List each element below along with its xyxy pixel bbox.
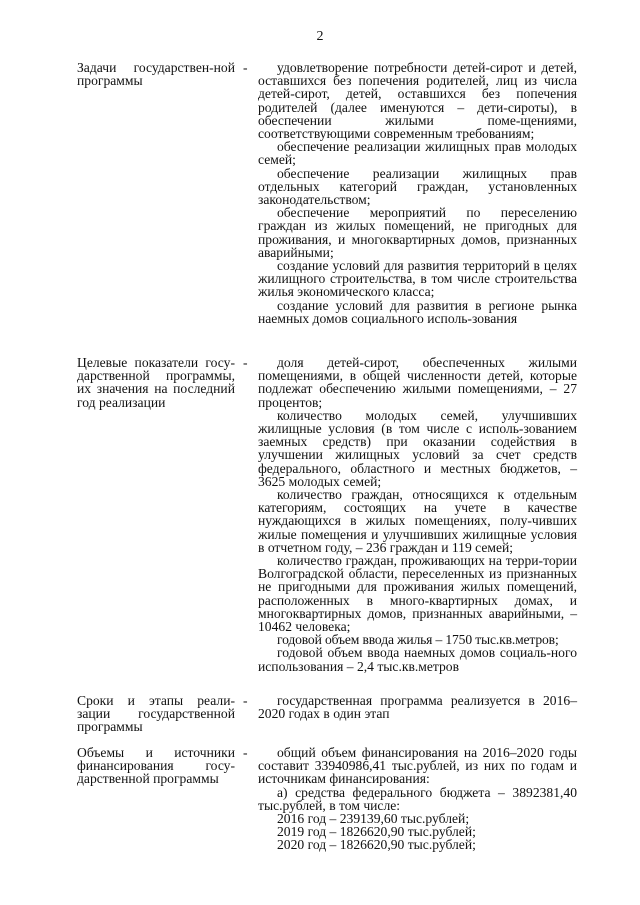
paragraph: доля детей-сирот, обеспеченных жилыми помещениями, в общей численности детей, которые подлежат обеспечению жилыми помещениями, – 27 процентов; bbox=[258, 355, 577, 410]
paragraph: обеспечение мероприятий по переселению граждан из жилых помещений, не пригодных для проживания, и многоквартирных домов, признанных аварийными; bbox=[258, 205, 577, 260]
section-content-timeline bbox=[258, 694, 577, 720]
paragraph: а) средства федерального бюджета – 3892381,40 тыс.рублей, в том числе: bbox=[258, 784, 577, 813]
page-number: 2 bbox=[316, 29, 324, 44]
paragraph: создание условий для развития территорий в целях жилищного строительства, в том числе строительства жилья экономического класса; bbox=[258, 258, 577, 300]
paragraph: количество молодых семей, улучшивших жилищные условия (в том числе с исполь-зованием заемных средств) при оказании содействия в улучшении жилищных условий за счет средств федерального, областного и местных бюджетов, – 3625 молодых семей; bbox=[258, 407, 577, 489]
paragraph: годовой объем ввода жилья – 1750 тыс.кв.метров; bbox=[277, 632, 559, 648]
separator-dash: - bbox=[243, 693, 248, 708]
section-content-target-indicators bbox=[258, 356, 577, 673]
paragraph: удовлетворение потребности детей-сирот и детей, оставшихся без попечения родителей, лиц из числа детей-сирот, детей, оставшихся без попечения родителей (далее именуются – дети-сироты), в обеспечении жилыми поме-щениями, соответствующими современным требованиям; bbox=[258, 60, 577, 142]
section-label-tasks: Задачи государствен-ной программы bbox=[77, 60, 235, 89]
paragraph: 2016 год – 239139,60 тыс.рублей; bbox=[277, 811, 470, 827]
paragraph: годовой объем ввода наемных домов социаль-ного использования – 2,4 тыс.кв.метров bbox=[258, 645, 577, 674]
paragraph: 2020 год – 1826620,90 тыс.рублей; bbox=[277, 837, 476, 853]
separator-dash: - bbox=[243, 355, 248, 370]
paragraph: 2019 год – 1826620,90 тыс.рублей; bbox=[277, 824, 476, 840]
paragraph: обеспечение реализации жилищных прав молодых семей; bbox=[258, 139, 577, 168]
paragraph: обеспечение реализации жилищных прав отдельных категорий граждан, установленных законодательством; bbox=[258, 165, 577, 208]
section-label-timeline: Сроки и этапы реали-зации государственной программы bbox=[77, 693, 235, 735]
separator-dash: - bbox=[243, 60, 248, 75]
section-label-target-indicators: Целевые показатели госу-дарственной программы, их значения на последний год реализации bbox=[77, 355, 235, 410]
section-content-tasks bbox=[258, 61, 577, 325]
section-content-funding bbox=[258, 746, 577, 852]
paragraph: количество граждан, проживающих на терри-тории Волгоградской области, переселенных из признанных не пригодными для проживания жилых помещений, расположенных в много-квартирных домах, и многоквартирных домов, признанных аварийными, – 10462 человека; bbox=[258, 553, 577, 635]
separator-dash: - bbox=[243, 745, 248, 760]
paragraph: количество граждан, относящихся к отдельным категориям, состоящих на учете в качестве нуждающихся в жилых помещениях, полу-чивших жилые помещения и улучшивших жилищные условия в отчетном году, – 236 граждан и 119 семей; bbox=[258, 487, 577, 555]
paragraph: создание условий для развития в регионе рынка наемных домов социального исполь-зования bbox=[258, 297, 577, 326]
paragraph: общий объем финансирования на 2016–2020 годы составит 33940986,41 тыс.рублей, из них по годам и источникам финансирования: bbox=[258, 745, 577, 787]
paragraph: государственная программа реализуется в 2016–2020 годах в один этап bbox=[258, 693, 577, 722]
section-label-funding: Объемы и источники финансирования госу-дарственной программы bbox=[77, 745, 235, 787]
